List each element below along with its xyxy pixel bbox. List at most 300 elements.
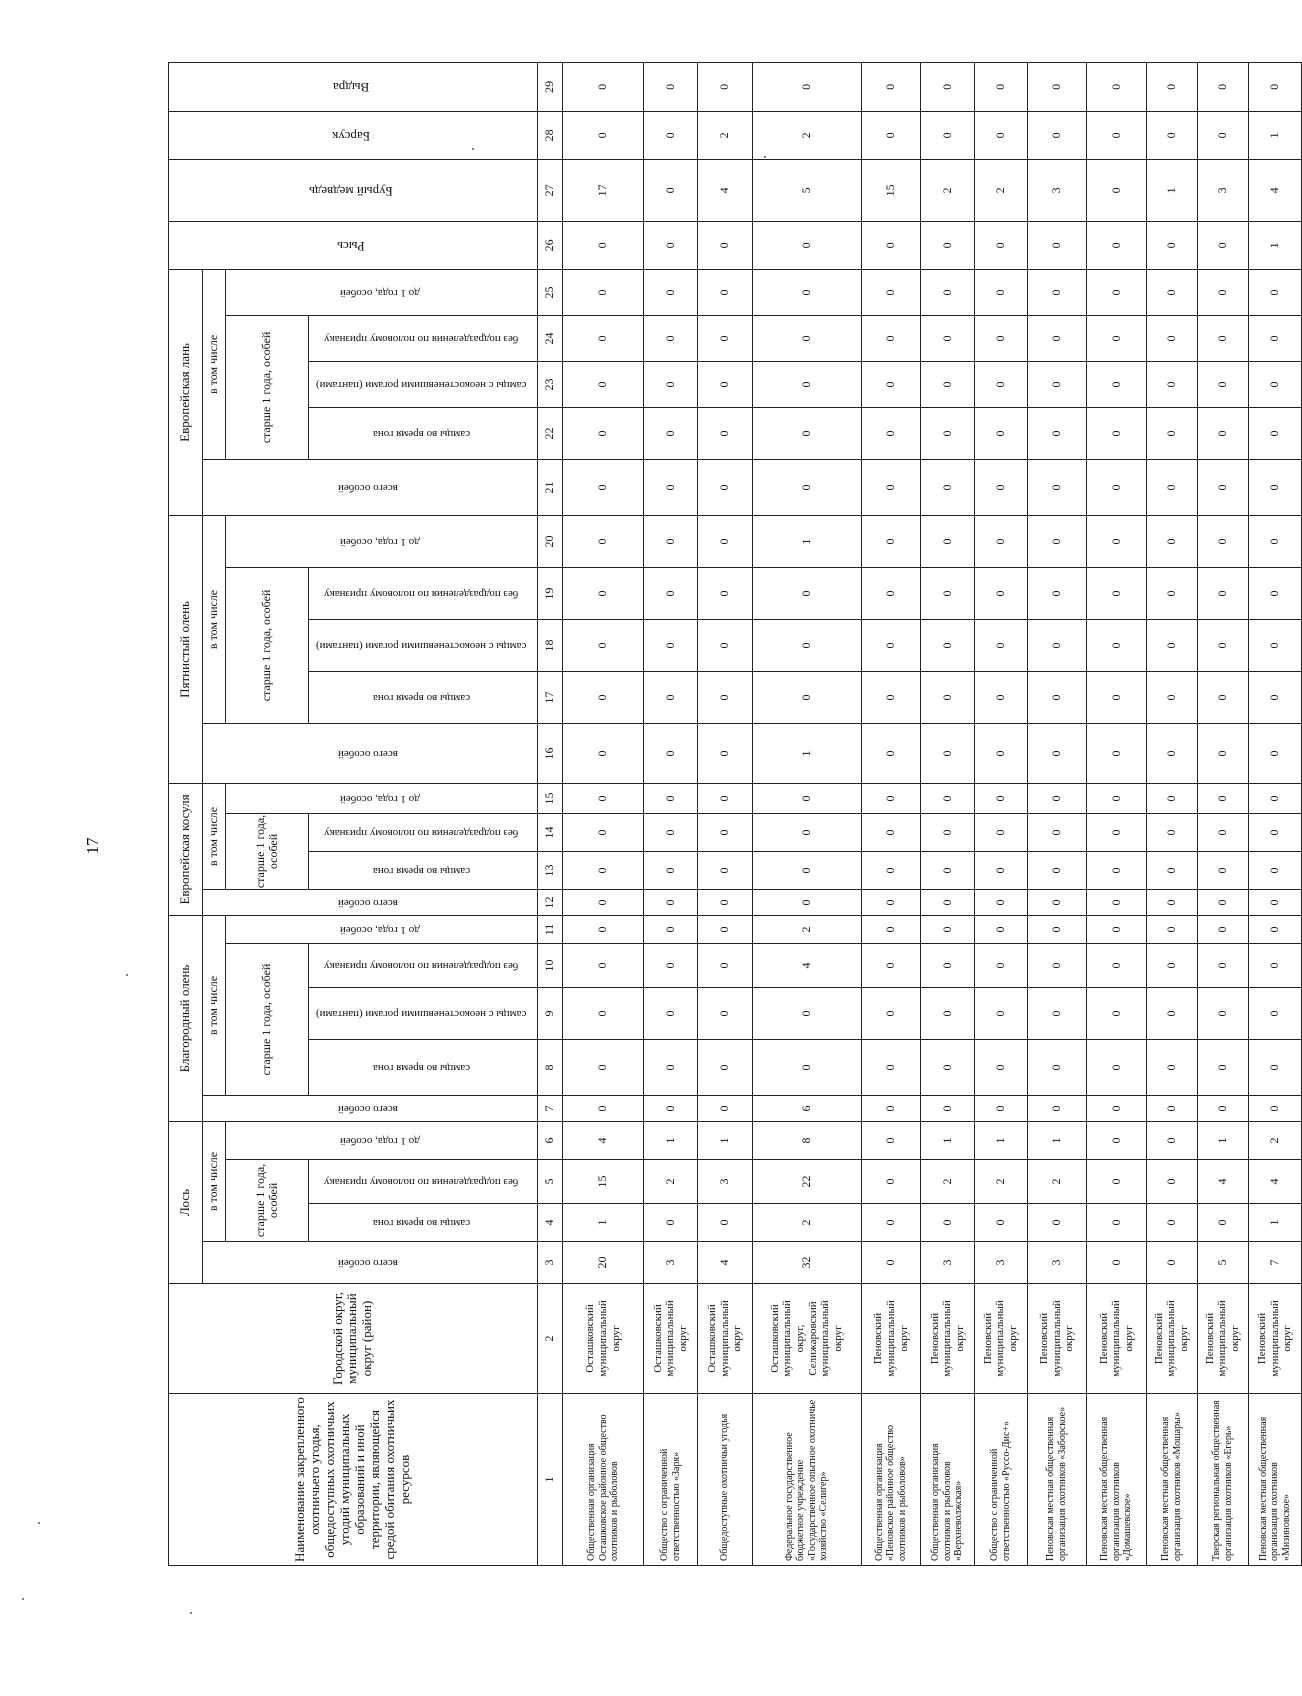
cell-value: 2 — [752, 915, 861, 943]
cell-value: 1 — [563, 1204, 644, 1242]
cell-value: 0 — [1248, 851, 1301, 889]
cell-value: 0 — [1146, 62, 1197, 111]
column-number: 18 — [537, 619, 563, 671]
row-region: Пеновский муниципальный округ — [974, 1284, 1027, 1394]
cell-value: 0 — [861, 111, 921, 159]
cell-value: 4 — [563, 1121, 644, 1159]
cell-value: 0 — [1197, 1204, 1248, 1242]
header-los-starshe-text: старше 1 года, особей — [252, 1163, 281, 1238]
cell-value: 0 — [861, 62, 921, 111]
cell-value: 0 — [563, 407, 644, 459]
header-lan-do-goda — [226, 269, 538, 315]
cell-value: 0 — [1197, 619, 1248, 671]
header-pyat-samtsy-rogami-text: самцы с неокостеневшими рогами (пантами) — [316, 639, 527, 652]
cell-value: 0 — [1087, 671, 1147, 723]
cell-value: 0 — [563, 671, 644, 723]
row-object-name: Пеновская местная общественная организация охотников «Мизиновское» — [1248, 1394, 1301, 1566]
cell-value: 0 — [1248, 671, 1301, 723]
cell-value: 0 — [752, 361, 861, 407]
cell-value: 0 — [1087, 269, 1147, 315]
cell-value: 0 — [861, 567, 921, 619]
row-object-name: Общество с ограниченной ответственностью «Заря» — [644, 1394, 698, 1566]
cell-value: 0 — [1146, 221, 1197, 269]
cell-value: 0 — [1146, 1160, 1197, 1204]
cell-value: 0 — [752, 315, 861, 361]
column-number: 5 — [537, 1160, 563, 1204]
cell-value: 0 — [1248, 915, 1301, 943]
cell-value: 4 — [698, 159, 752, 221]
cell-value: 0 — [861, 515, 921, 567]
row-object-name: Пеновская местная общественная организация охотников «Домашевское» — [1087, 1394, 1147, 1566]
cell-value: 2 — [1027, 1160, 1087, 1204]
table-row — [921, 62, 974, 1565]
cell-value: 0 — [1146, 1204, 1197, 1242]
cell-value: 0 — [1197, 671, 1248, 723]
cell-value: 0 — [1027, 943, 1087, 987]
cell-value: 0 — [921, 111, 974, 159]
cell-value: 0 — [644, 1039, 698, 1095]
cell-value: 0 — [752, 889, 861, 915]
cell-value: 1 — [974, 1121, 1027, 1159]
cell-value: 0 — [1197, 269, 1248, 315]
cell-value: 0 — [1197, 515, 1248, 567]
cell-value: 0 — [1027, 221, 1087, 269]
cell-value: 0 — [644, 619, 698, 671]
cell-value: 0 — [1248, 315, 1301, 361]
cell-value: 0 — [1146, 987, 1197, 1039]
header-kos-do-goda — [226, 783, 538, 813]
cell-value: 0 — [974, 943, 1027, 987]
row-object-name: Общественная организация охотников и рыболовов «Верхневолжская» — [921, 1394, 974, 1566]
cell-value: 0 — [921, 269, 974, 315]
cell-value: 3 — [921, 1242, 974, 1284]
table-row — [861, 62, 921, 1565]
cell-value: 3 — [644, 1242, 698, 1284]
cell-value: 0 — [698, 889, 752, 915]
cell-value: 17 — [563, 159, 644, 221]
cell-value: 0 — [974, 723, 1027, 783]
column-number: 13 — [537, 851, 563, 889]
column-number: 20 — [537, 515, 563, 567]
cell-value: 0 — [644, 407, 698, 459]
cell-value: 0 — [1248, 723, 1301, 783]
cell-value: 0 — [698, 987, 752, 1039]
header-kos-samtsy-gon — [309, 851, 538, 889]
cell-value: 1 — [1248, 111, 1301, 159]
cell-value: 0 — [974, 567, 1027, 619]
cell-value: 0 — [1248, 943, 1301, 987]
cell-value: 0 — [563, 889, 644, 915]
cell-value: 0 — [1248, 361, 1301, 407]
cell-value: 0 — [644, 671, 698, 723]
cell-value: 2 — [921, 159, 974, 221]
cell-value: 0 — [1197, 851, 1248, 889]
header-pyat-starshe — [226, 567, 309, 723]
header-pyat-olen-text: Пятнистый олень — [177, 601, 193, 698]
header-pyat-do-goda — [226, 515, 538, 567]
header-blag-samtsy-rogami-text: самцы с неокостеневшими рогами (пантами) — [316, 1007, 527, 1020]
row-region: Пеновский муниципальный округ — [1248, 1284, 1301, 1394]
cell-value: 0 — [1197, 915, 1248, 943]
cell-value: 0 — [644, 723, 698, 783]
cell-value: 0 — [698, 1039, 752, 1095]
row-region: Пеновский муниципальный округ — [921, 1284, 974, 1394]
cell-value: 0 — [1087, 915, 1147, 943]
cell-value: 0 — [1027, 269, 1087, 315]
header-pyat-vsego — [203, 723, 538, 783]
header-blag-samtsy-rogami — [309, 987, 538, 1039]
cell-value: 0 — [752, 269, 861, 315]
cell-value: 0 — [974, 111, 1027, 159]
cell-value: 0 — [974, 671, 1027, 723]
header-pyat-olen — [169, 515, 203, 783]
cell-value: 0 — [1146, 515, 1197, 567]
cell-value: 0 — [1027, 315, 1087, 361]
page-number: 17 — [83, 837, 102, 855]
cell-value: 0 — [1197, 361, 1248, 407]
cell-value: 0 — [1146, 1095, 1197, 1121]
cell-value: 0 — [563, 915, 644, 943]
cell-value: 0 — [1027, 851, 1087, 889]
header-pyat-samtsy-rogami — [309, 619, 538, 671]
cell-value: 0 — [1248, 407, 1301, 459]
header-los-bez-priznaka-text: без подразделения по половому признаку — [324, 1175, 519, 1188]
cell-value: 0 — [1087, 1095, 1147, 1121]
header-blag-v-tom-chisle-text: в том числе — [206, 975, 221, 1036]
header-lan-starshe — [226, 315, 309, 459]
column-number: 19 — [537, 567, 563, 619]
cell-value: 0 — [1027, 1039, 1087, 1095]
cell-value: 0 — [861, 723, 921, 783]
cell-value: 0 — [1197, 459, 1248, 515]
table-row — [1087, 62, 1147, 1565]
cell-value: 0 — [644, 62, 698, 111]
column-number: 4 — [537, 1204, 563, 1242]
cell-value: 0 — [644, 567, 698, 619]
header-los-vsego — [203, 1242, 538, 1284]
header-kos-starshe-text: старше 1 года, особей — [252, 814, 281, 889]
cell-value: 0 — [698, 221, 752, 269]
cell-value: 0 — [698, 515, 752, 567]
cell-value: 0 — [563, 987, 644, 1039]
column-number: 26 — [537, 221, 563, 269]
cell-value: 0 — [861, 1204, 921, 1242]
cell-value: 0 — [974, 361, 1027, 407]
header-lan-bez-priznaka — [309, 315, 538, 361]
header-pyat-samtsy-gon — [309, 671, 538, 723]
cell-value: 0 — [921, 987, 974, 1039]
cell-value: 0 — [1248, 62, 1301, 111]
cell-value: 0 — [974, 407, 1027, 459]
cell-value: 0 — [921, 619, 974, 671]
cell-value: 0 — [1087, 783, 1147, 813]
cell-value: 0 — [861, 269, 921, 315]
cell-value: 0 — [752, 62, 861, 111]
cell-value: 0 — [644, 159, 698, 221]
table-row — [563, 62, 644, 1565]
cell-value: 0 — [563, 515, 644, 567]
cell-value: 0 — [974, 315, 1027, 361]
cell-value: 0 — [1146, 723, 1197, 783]
cell-value: 0 — [563, 459, 644, 515]
header-los-samtsy-gon — [309, 1204, 538, 1242]
cell-value: 0 — [1087, 1039, 1147, 1095]
cell-value: 4 — [1248, 159, 1301, 221]
column-number: 7 — [537, 1095, 563, 1121]
header-vydra-text: Выдра — [332, 80, 370, 96]
cell-value: 0 — [563, 62, 644, 111]
table-row — [644, 62, 698, 1565]
header-pyat-bez-priznaka — [309, 567, 538, 619]
cell-value: 0 — [1146, 1242, 1197, 1284]
cell-value: 0 — [921, 1039, 974, 1095]
cell-value: 0 — [1146, 459, 1197, 515]
cell-value: 0 — [921, 221, 974, 269]
row-object-name: Общественная организация «Пеновское районное общество охотников и рыболовов» — [861, 1394, 921, 1566]
cell-value: 0 — [644, 111, 698, 159]
header-blag-do-goda-text: до 1 года, особей — [339, 923, 420, 936]
cell-value: 0 — [921, 407, 974, 459]
column-number: 24 — [537, 315, 563, 361]
cell-value: 0 — [1087, 851, 1147, 889]
cell-value: 0 — [921, 813, 974, 851]
cell-value: 0 — [1146, 783, 1197, 813]
cell-value: 0 — [644, 915, 698, 943]
cell-value: 0 — [752, 407, 861, 459]
cell-value: 0 — [698, 671, 752, 723]
cell-value: 1 — [752, 723, 861, 783]
header-col-object — [169, 1394, 538, 1566]
cell-value: 0 — [1027, 62, 1087, 111]
cell-value: 3 — [1197, 159, 1248, 221]
cell-value: 0 — [1027, 459, 1087, 515]
cell-value: 1 — [698, 1121, 752, 1159]
header-lan-do-goda-text: до 1 года, особей — [339, 286, 420, 299]
cell-value: 0 — [644, 315, 698, 361]
cell-value: 0 — [1087, 515, 1147, 567]
row-object-name: Тверская региональная общественная организация охотников «Егерь» — [1197, 1394, 1248, 1566]
cell-value: 0 — [974, 889, 1027, 915]
header-pyat-vsego-text: всего особей — [338, 747, 399, 760]
header-lan-samtsy-gon — [309, 407, 538, 459]
cell-value: 0 — [563, 1095, 644, 1121]
cell-value: 0 — [974, 783, 1027, 813]
cell-value: 0 — [563, 851, 644, 889]
cell-value: 0 — [1248, 783, 1301, 813]
cell-value: 0 — [1087, 987, 1147, 1039]
header-barsuk — [169, 111, 538, 159]
cell-value: 0 — [698, 1095, 752, 1121]
cell-value: 1 — [1027, 1121, 1087, 1159]
cell-value: 0 — [921, 723, 974, 783]
cell-value: 0 — [1197, 813, 1248, 851]
row-region: Пеновский муниципальный округ — [861, 1284, 921, 1394]
column-number: 11 — [537, 915, 563, 943]
hunting-resources-table — [168, 62, 1302, 1566]
cell-value: 0 — [1087, 813, 1147, 851]
header-los-bez-priznaka — [309, 1160, 538, 1204]
cell-value: 0 — [974, 515, 1027, 567]
cell-value: 0 — [563, 619, 644, 671]
cell-value: 0 — [921, 361, 974, 407]
cell-value: 0 — [1087, 1242, 1147, 1284]
cell-value: 0 — [861, 1160, 921, 1204]
header-medved-text: Бурый медведь — [309, 183, 393, 199]
cell-value: 0 — [1197, 723, 1248, 783]
cell-value: 0 — [1087, 943, 1147, 987]
header-blag-vsego-text: всего особей — [338, 1102, 399, 1115]
cell-value: 0 — [1248, 1095, 1301, 1121]
table-row — [1027, 62, 1087, 1565]
header-lan-samtsy-rogami — [309, 361, 538, 407]
header-vydra — [169, 62, 538, 111]
cell-value: 0 — [1146, 315, 1197, 361]
header-kosulya — [169, 783, 203, 915]
column-number: 27 — [537, 159, 563, 221]
header-medved — [169, 159, 538, 221]
column-number: 10 — [537, 943, 563, 987]
cell-value: 0 — [644, 361, 698, 407]
header-blag-olen-text: Благородный олень — [177, 964, 193, 1073]
cell-value: 0 — [1197, 943, 1248, 987]
header-pyat-samtsy-gon-text: самцы во время гона — [372, 691, 470, 704]
cell-value: 0 — [1197, 315, 1248, 361]
header-pyat-starshe-text: старше 1 года, особей — [259, 589, 274, 702]
cell-value: 5 — [752, 159, 861, 221]
cell-value: 0 — [1087, 889, 1147, 915]
cell-value: 0 — [1146, 567, 1197, 619]
cell-value: 15 — [563, 1160, 644, 1204]
column-number: 9 — [537, 987, 563, 1039]
cell-value: 0 — [563, 361, 644, 407]
cell-value: 0 — [861, 221, 921, 269]
cell-value: 0 — [752, 567, 861, 619]
cell-value: 0 — [698, 361, 752, 407]
cell-value: 0 — [563, 567, 644, 619]
cell-value: 0 — [921, 783, 974, 813]
cell-value: 0 — [861, 915, 921, 943]
cell-value: 0 — [1087, 407, 1147, 459]
cell-value: 0 — [1248, 987, 1301, 1039]
cell-value: 0 — [698, 1204, 752, 1242]
cell-value: 0 — [752, 221, 861, 269]
header-los-samtsy-gon-text: самцы во время гона — [372, 1216, 470, 1229]
cell-value: 0 — [1197, 567, 1248, 619]
cell-value: 0 — [1027, 407, 1087, 459]
scan-speck — [126, 974, 128, 976]
cell-value: 0 — [698, 943, 752, 987]
cell-value: 15 — [861, 159, 921, 221]
cell-value: 0 — [921, 851, 974, 889]
cell-value: 0 — [1146, 889, 1197, 915]
cell-value: 0 — [1197, 889, 1248, 915]
cell-value: 0 — [1197, 62, 1248, 111]
cell-value: 0 — [1027, 619, 1087, 671]
cell-value: 0 — [861, 361, 921, 407]
header-los-text: Лось — [177, 1188, 193, 1216]
cell-value: 3 — [1027, 159, 1087, 221]
header-kos-v-tom-chisle-text: в том числе — [206, 806, 221, 867]
cell-value: 4 — [1248, 1160, 1301, 1204]
cell-value: 0 — [1197, 783, 1248, 813]
cell-value: 0 — [1027, 915, 1087, 943]
cell-value: 0 — [644, 221, 698, 269]
scan-speck — [38, 1522, 40, 1524]
cell-value: 0 — [921, 515, 974, 567]
header-lan-samtsy-gon-text: самцы во время гона — [372, 427, 470, 440]
cell-value: 0 — [1248, 813, 1301, 851]
cell-value: 0 — [1197, 111, 1248, 159]
cell-value: 0 — [974, 221, 1027, 269]
cell-value: 0 — [974, 1204, 1027, 1242]
cell-value: 3 — [974, 1242, 1027, 1284]
cell-value: 0 — [974, 813, 1027, 851]
cell-value: 2 — [1248, 1121, 1301, 1159]
cell-value: 0 — [1087, 723, 1147, 783]
header-blag-bez-priznaka — [309, 943, 538, 987]
cell-value: 0 — [921, 459, 974, 515]
cell-value: 4 — [752, 943, 861, 987]
cell-value: 0 — [1146, 671, 1197, 723]
cell-value: 0 — [861, 1121, 921, 1159]
cell-value: 0 — [1027, 1204, 1087, 1242]
cell-value: 0 — [1027, 111, 1087, 159]
cell-value: 0 — [698, 783, 752, 813]
cell-value: 0 — [861, 813, 921, 851]
header-kos-samtsy-gon-text: самцы во время гона — [372, 864, 470, 877]
cell-value: 0 — [1146, 1039, 1197, 1095]
cell-value: 0 — [921, 1204, 974, 1242]
header-lan-bez-priznaka-text: без подразделения по половому признаку — [324, 332, 519, 345]
column-number: 12 — [537, 889, 563, 915]
cell-value: 0 — [861, 407, 921, 459]
row-region: Пеновский муниципальный округ — [1087, 1284, 1147, 1394]
row-object-name: Пеновская местная общественная организация охотников «Заборское» — [1027, 1394, 1087, 1566]
header-blag-samtsy-gon-text: самцы во время гона — [372, 1061, 470, 1074]
column-number: 25 — [537, 269, 563, 315]
cell-value: 0 — [752, 783, 861, 813]
table-row — [1146, 62, 1197, 1565]
cell-value: 0 — [752, 851, 861, 889]
cell-value: 0 — [698, 915, 752, 943]
column-number: 23 — [537, 361, 563, 407]
cell-value: 0 — [563, 943, 644, 987]
header-blag-samtsy-gon — [309, 1039, 538, 1095]
row-region: Пеновский муниципальный округ — [1146, 1284, 1197, 1394]
cell-value: 0 — [1248, 459, 1301, 515]
cell-value: 2 — [974, 159, 1027, 221]
table-row — [1248, 62, 1301, 1565]
cell-value: 0 — [1146, 111, 1197, 159]
cell-value: 0 — [921, 1095, 974, 1121]
cell-value: 0 — [644, 1095, 698, 1121]
cell-value: 0 — [921, 315, 974, 361]
column-number: 17 — [537, 671, 563, 723]
header-rys — [169, 221, 538, 269]
header-kos-starshe — [226, 813, 309, 889]
header-lan-vsego — [203, 459, 538, 515]
cell-value: 0 — [1248, 567, 1301, 619]
header-los-do-goda — [226, 1121, 538, 1159]
row-object-name: Общество с ограниченной ответственностью «Руссо-Дис+» — [974, 1394, 1027, 1566]
cell-value: 0 — [1146, 407, 1197, 459]
header-los-starshe — [226, 1160, 309, 1242]
cell-value: 0 — [752, 1039, 861, 1095]
header-pyat-v-tom-chisle-text: в том числе — [206, 589, 221, 650]
header-blag-starshe-text: старше 1 года, особей — [259, 963, 274, 1076]
header-rys-text: Рысь — [337, 238, 365, 254]
column-number: 28 — [537, 111, 563, 159]
